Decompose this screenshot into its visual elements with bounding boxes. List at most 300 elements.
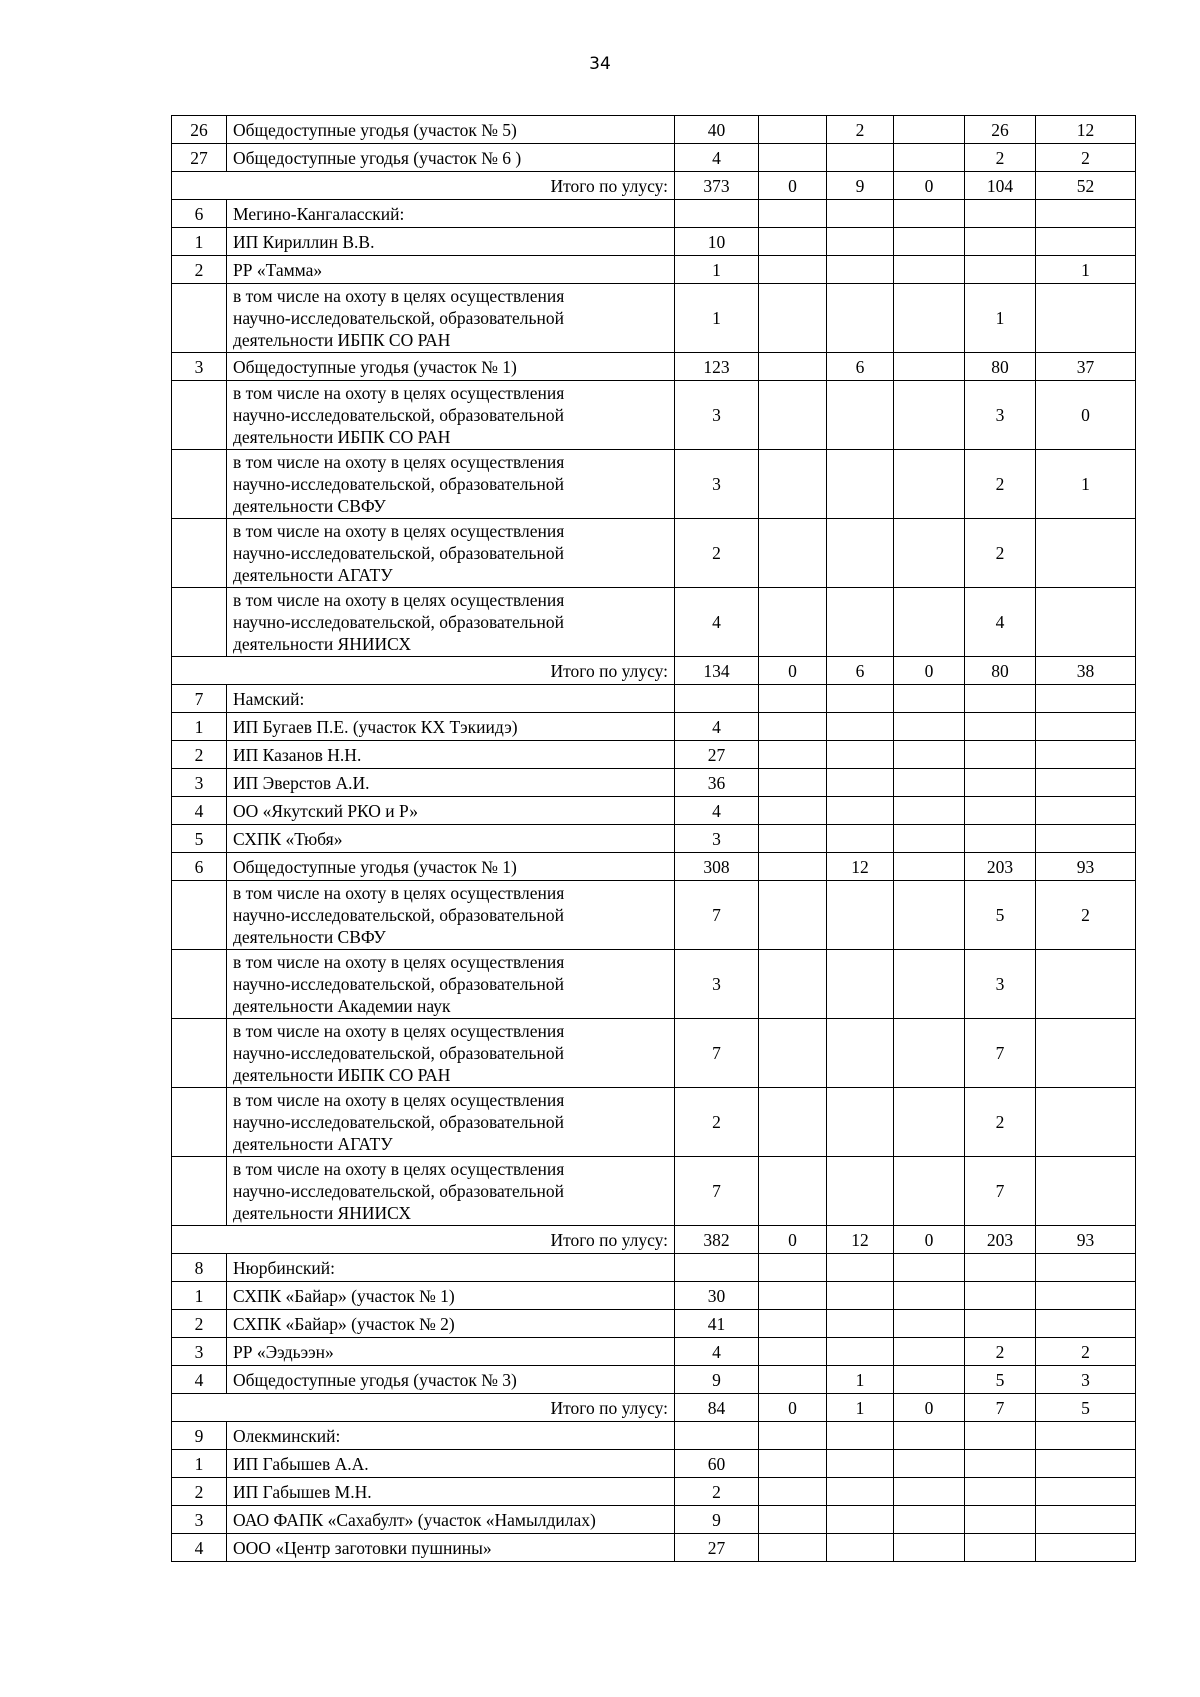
table-row	[172, 1254, 1136, 1282]
value-cell: 3	[965, 381, 1036, 450]
row-number: 6	[172, 200, 227, 228]
value-cell	[894, 144, 965, 172]
value-cell	[675, 1254, 759, 1282]
value-cell: 5	[965, 881, 1036, 950]
value-cell: 2	[965, 1088, 1036, 1157]
value-cell	[827, 588, 894, 657]
row-number: 2	[172, 1478, 227, 1506]
row-name: ИП Кириллин В.В.	[227, 228, 675, 256]
value-cell: 52	[1036, 172, 1136, 200]
value-cell	[894, 881, 965, 950]
row-number: 7	[172, 685, 227, 713]
value-cell: 104	[965, 172, 1036, 200]
value-cell	[894, 1478, 965, 1506]
value-cell	[827, 685, 894, 713]
row-name: Общедоступные угодья (участок № 1)	[227, 853, 675, 881]
row-number: 1	[172, 713, 227, 741]
value-cell	[827, 1282, 894, 1310]
value-cell	[894, 200, 965, 228]
value-cell	[759, 519, 827, 588]
row-name: СХПК «Байар» (участок № 1)	[227, 1282, 675, 1310]
value-cell	[759, 713, 827, 741]
table-row	[172, 353, 1136, 381]
row-name	[227, 450, 675, 519]
row-name: ИП Габышев А.А.	[227, 1450, 675, 1478]
value-cell	[827, 1506, 894, 1534]
value-cell: 123	[675, 353, 759, 381]
row-name: ОАО ФАПК «Сахабулт» (участок «Намылдилах)	[227, 1506, 675, 1534]
row-name: ОО «Якутский РКО и Р»	[227, 797, 675, 825]
value-cell	[894, 228, 965, 256]
value-cell	[759, 1310, 827, 1338]
value-cell	[827, 1534, 894, 1562]
sub-line: деятельности Академии наук	[233, 996, 451, 1016]
value-cell	[759, 588, 827, 657]
value-cell	[1036, 1019, 1136, 1088]
value-cell: 3	[675, 381, 759, 450]
value-cell	[894, 116, 965, 144]
value-cell	[1036, 769, 1136, 797]
value-cell: 0	[759, 657, 827, 685]
value-cell	[675, 685, 759, 713]
value-cell	[759, 381, 827, 450]
value-cell: 27	[675, 1534, 759, 1562]
value-cell: 80	[965, 353, 1036, 381]
value-cell: 12	[1036, 116, 1136, 144]
value-cell: 2	[675, 1088, 759, 1157]
value-cell: 2	[965, 450, 1036, 519]
sub-line: в том числе на охоту в целях осуществления	[233, 452, 565, 472]
total-label: Итого по улусу:	[172, 657, 675, 685]
value-cell	[827, 1478, 894, 1506]
value-cell	[1036, 1422, 1136, 1450]
row-number: 3	[172, 1506, 227, 1534]
value-cell	[827, 1422, 894, 1450]
row-name: РР «Тамма»	[227, 256, 675, 284]
quota-table	[171, 115, 1136, 1562]
value-cell: 2	[965, 519, 1036, 588]
value-cell	[827, 769, 894, 797]
value-cell	[965, 1506, 1036, 1534]
sub-line: деятельности АГАТУ	[233, 1134, 393, 1154]
value-cell: 203	[965, 1226, 1036, 1254]
row-number: 27	[172, 144, 227, 172]
sub-line: научно-исследовательской, образовательной	[233, 974, 564, 994]
value-cell	[1036, 1534, 1136, 1562]
table-subrow	[172, 1019, 1136, 1088]
table-row	[172, 1422, 1136, 1450]
table-subrow	[172, 881, 1136, 950]
value-cell	[827, 1450, 894, 1478]
value-cell	[1036, 1478, 1136, 1506]
row-name: Общедоступные угодья (участок № 5)	[227, 116, 675, 144]
row-number: 3	[172, 769, 227, 797]
value-cell	[1036, 1254, 1136, 1282]
value-cell: 7	[965, 1157, 1036, 1226]
value-cell	[759, 284, 827, 353]
value-cell: 2	[675, 1478, 759, 1506]
value-cell	[894, 1366, 965, 1394]
row-number	[172, 519, 227, 588]
value-cell	[965, 1478, 1036, 1506]
value-cell	[1036, 228, 1136, 256]
row-number	[172, 1157, 227, 1226]
row-number: 2	[172, 256, 227, 284]
value-cell	[1036, 1310, 1136, 1338]
row-name	[227, 381, 675, 450]
value-cell: 4	[675, 588, 759, 657]
row-number	[172, 881, 227, 950]
table-subrow	[172, 519, 1136, 588]
row-name: ИП Казанов Н.Н.	[227, 741, 675, 769]
value-cell	[759, 1450, 827, 1478]
value-cell	[827, 200, 894, 228]
value-cell	[759, 1019, 827, 1088]
value-cell: 40	[675, 116, 759, 144]
sub-line: деятельности АГАТУ	[233, 565, 393, 585]
value-cell: 6	[827, 657, 894, 685]
value-cell	[965, 1282, 1036, 1310]
value-cell	[894, 1450, 965, 1478]
value-cell	[1036, 200, 1136, 228]
table-row	[172, 1282, 1136, 1310]
value-cell: 3	[1036, 1366, 1136, 1394]
table-row	[172, 741, 1136, 769]
row-number: 4	[172, 1534, 227, 1562]
value-cell: 1	[1036, 450, 1136, 519]
value-cell	[827, 519, 894, 588]
value-cell: 1	[827, 1394, 894, 1422]
sub-line: деятельности ЯНИИСХ	[233, 1203, 411, 1223]
value-cell: 7	[675, 1157, 759, 1226]
value-cell	[965, 769, 1036, 797]
table-row	[172, 1366, 1136, 1394]
value-cell	[1036, 1506, 1136, 1534]
sub-line: научно-исследовательской, образовательной	[233, 905, 564, 925]
value-cell	[894, 1422, 965, 1450]
value-cell	[827, 881, 894, 950]
value-cell	[894, 741, 965, 769]
row-number: 4	[172, 1366, 227, 1394]
value-cell	[827, 381, 894, 450]
value-cell	[759, 1534, 827, 1562]
value-cell	[759, 741, 827, 769]
row-number: 2	[172, 1310, 227, 1338]
table-row	[172, 116, 1136, 144]
value-cell	[965, 228, 1036, 256]
value-cell	[759, 769, 827, 797]
value-cell: 2	[675, 519, 759, 588]
value-cell	[894, 1157, 965, 1226]
value-cell	[759, 881, 827, 950]
value-cell: 0	[894, 1226, 965, 1254]
value-cell	[894, 256, 965, 284]
row-number: 26	[172, 116, 227, 144]
sub-line: научно-исследовательской, образовательной	[233, 612, 564, 632]
value-cell	[965, 825, 1036, 853]
value-cell	[759, 950, 827, 1019]
table-row	[172, 228, 1136, 256]
value-cell	[965, 1450, 1036, 1478]
value-cell: 36	[675, 769, 759, 797]
table-row	[172, 1506, 1136, 1534]
value-cell: 2	[965, 144, 1036, 172]
value-cell: 3	[675, 825, 759, 853]
value-cell	[675, 200, 759, 228]
value-cell	[675, 1422, 759, 1450]
value-cell	[827, 1338, 894, 1366]
value-cell	[759, 1338, 827, 1366]
row-name: СХПК «Тюбя»	[227, 825, 675, 853]
row-number: 1	[172, 228, 227, 256]
value-cell: 0	[759, 1226, 827, 1254]
table-subrow	[172, 588, 1136, 657]
value-cell	[965, 200, 1036, 228]
table-row	[172, 1534, 1136, 1562]
value-cell	[894, 1310, 965, 1338]
sub-line: деятельности ИБПК СО РАН	[233, 427, 451, 447]
value-cell: 7	[675, 1019, 759, 1088]
value-cell	[965, 256, 1036, 284]
value-cell	[965, 1310, 1036, 1338]
sub-line: научно-исследовательской, образовательной	[233, 405, 564, 425]
row-name: Общедоступные угодья (участок № 3)	[227, 1366, 675, 1394]
value-cell	[894, 353, 965, 381]
value-cell: 373	[675, 172, 759, 200]
table-subrow	[172, 950, 1136, 1019]
value-cell: 4	[965, 588, 1036, 657]
value-cell	[1036, 1450, 1136, 1478]
sub-line: в том числе на охоту в целях осуществления	[233, 286, 565, 306]
row-name: ООО «Центр заготовки пушнины»	[227, 1534, 675, 1562]
value-cell	[894, 381, 965, 450]
value-cell: 37	[1036, 353, 1136, 381]
value-cell	[827, 741, 894, 769]
value-cell: 6	[827, 353, 894, 381]
value-cell: 4	[675, 144, 759, 172]
row-number: 8	[172, 1254, 227, 1282]
sub-line: научно-исследовательской, образовательной	[233, 1112, 564, 1132]
value-cell	[894, 797, 965, 825]
value-cell: 0	[894, 657, 965, 685]
value-cell: 7	[965, 1394, 1036, 1422]
row-number: 1	[172, 1282, 227, 1310]
value-cell: 41	[675, 1310, 759, 1338]
value-cell	[894, 713, 965, 741]
value-cell	[1036, 713, 1136, 741]
table-subrow	[172, 1157, 1136, 1226]
value-cell	[1036, 950, 1136, 1019]
value-cell: 4	[675, 713, 759, 741]
value-cell	[894, 950, 965, 1019]
value-cell: 60	[675, 1450, 759, 1478]
value-cell: 3	[675, 950, 759, 1019]
page-number: 34	[589, 54, 611, 74]
row-number	[172, 1019, 227, 1088]
value-cell: 4	[675, 1338, 759, 1366]
value-cell	[1036, 797, 1136, 825]
total-label: Итого по улусу:	[172, 172, 675, 200]
table-subrow	[172, 284, 1136, 353]
value-cell: 4	[675, 797, 759, 825]
value-cell: 308	[675, 853, 759, 881]
value-cell: 3	[675, 450, 759, 519]
row-number	[172, 284, 227, 353]
row-number: 4	[172, 797, 227, 825]
value-cell: 26	[965, 116, 1036, 144]
table-row	[172, 797, 1136, 825]
sub-line: научно-исследовательской, образовательной	[233, 543, 564, 563]
table-row	[172, 200, 1136, 228]
value-cell	[827, 797, 894, 825]
row-name: Олекминский:	[227, 1422, 675, 1450]
value-cell: 30	[675, 1282, 759, 1310]
table-row	[172, 1450, 1136, 1478]
sub-line: в том числе на охоту в целях осуществления	[233, 521, 565, 541]
table-row	[172, 1478, 1136, 1506]
value-cell	[965, 741, 1036, 769]
table-total-row	[172, 1394, 1136, 1422]
table-row	[172, 769, 1136, 797]
row-name	[227, 1088, 675, 1157]
value-cell	[827, 713, 894, 741]
value-cell	[965, 797, 1036, 825]
value-cell	[827, 450, 894, 519]
row-name: ИП Габышев М.Н.	[227, 1478, 675, 1506]
sub-line: в том числе на охоту в целях осуществления	[233, 1159, 565, 1179]
value-cell: 0	[1036, 381, 1136, 450]
value-cell	[827, 950, 894, 1019]
value-cell	[759, 825, 827, 853]
sub-line: научно-исследовательской, образовательной	[233, 474, 564, 494]
value-cell	[827, 1254, 894, 1282]
row-name: Общедоступные угодья (участок № 1)	[227, 353, 675, 381]
value-cell	[759, 1422, 827, 1450]
value-cell: 3	[965, 950, 1036, 1019]
value-cell	[894, 685, 965, 713]
value-cell	[759, 797, 827, 825]
value-cell: 0	[894, 172, 965, 200]
value-cell	[759, 1366, 827, 1394]
value-cell	[894, 1506, 965, 1534]
row-name	[227, 1157, 675, 1226]
value-cell	[894, 284, 965, 353]
value-cell	[894, 1282, 965, 1310]
value-cell	[894, 450, 965, 519]
value-cell: 93	[1036, 1226, 1136, 1254]
sub-line: в том числе на охоту в целях осуществления	[233, 590, 565, 610]
sub-line: деятельности СВФУ	[233, 496, 386, 516]
value-cell: 12	[827, 853, 894, 881]
value-cell	[759, 228, 827, 256]
table-total-row	[172, 1226, 1136, 1254]
table-row	[172, 144, 1136, 172]
value-cell	[1036, 1157, 1136, 1226]
value-cell	[1036, 284, 1136, 353]
row-name	[227, 588, 675, 657]
row-number: 1	[172, 1450, 227, 1478]
row-name: Общедоступные угодья (участок № 6 )	[227, 144, 675, 172]
value-cell	[827, 1019, 894, 1088]
value-cell: 2	[1036, 1338, 1136, 1366]
table-total-row	[172, 657, 1136, 685]
value-cell	[759, 1282, 827, 1310]
value-cell	[759, 144, 827, 172]
value-cell	[965, 713, 1036, 741]
value-cell: 134	[675, 657, 759, 685]
table-row	[172, 1310, 1136, 1338]
table-subrow	[172, 381, 1136, 450]
value-cell	[965, 1422, 1036, 1450]
value-cell	[894, 1338, 965, 1366]
value-cell	[827, 825, 894, 853]
value-cell	[1036, 685, 1136, 713]
value-cell: 382	[675, 1226, 759, 1254]
total-label: Итого по улусу:	[172, 1226, 675, 1254]
table-row	[172, 713, 1136, 741]
value-cell: 1	[675, 256, 759, 284]
value-cell: 38	[1036, 657, 1136, 685]
value-cell: 7	[965, 1019, 1036, 1088]
sub-line: научно-исследовательской, образовательной	[233, 1043, 564, 1063]
table-subrow	[172, 1088, 1136, 1157]
row-name	[227, 1019, 675, 1088]
sub-line: в том числе на охоту в целях осуществления	[233, 883, 565, 903]
sub-line: в том числе на охоту в целях осуществления	[233, 1021, 565, 1041]
value-cell	[1036, 588, 1136, 657]
value-cell: 12	[827, 1226, 894, 1254]
value-cell: 1	[1036, 256, 1136, 284]
table-total-row	[172, 172, 1136, 200]
value-cell	[759, 200, 827, 228]
value-cell	[827, 1157, 894, 1226]
row-number	[172, 1088, 227, 1157]
value-cell	[759, 685, 827, 713]
value-cell: 7	[675, 881, 759, 950]
table-row	[172, 1338, 1136, 1366]
value-cell	[894, 769, 965, 797]
value-cell	[759, 116, 827, 144]
value-cell	[759, 353, 827, 381]
value-cell: 84	[675, 1394, 759, 1422]
value-cell	[1036, 519, 1136, 588]
value-cell	[894, 588, 965, 657]
row-name	[227, 284, 675, 353]
value-cell	[894, 1019, 965, 1088]
value-cell: 0	[759, 172, 827, 200]
row-number: 2	[172, 741, 227, 769]
value-cell	[1036, 1282, 1136, 1310]
value-cell: 5	[965, 1366, 1036, 1394]
value-cell: 0	[894, 1394, 965, 1422]
sub-line: в том числе на охоту в целях осуществления	[233, 952, 565, 972]
sub-line: в том числе на охоту в целях осуществления	[233, 1090, 565, 1110]
sub-line: научно-исследовательской, образовательной	[233, 1181, 564, 1201]
row-name: ИП Эверстов А.И.	[227, 769, 675, 797]
value-cell: 2	[1036, 881, 1136, 950]
sub-line: деятельности ИБПК СО РАН	[233, 1065, 451, 1085]
value-cell: 1	[965, 284, 1036, 353]
row-number	[172, 950, 227, 1019]
value-cell: 80	[965, 657, 1036, 685]
row-name: Нюрбинский:	[227, 1254, 675, 1282]
value-cell	[759, 1506, 827, 1534]
value-cell	[759, 450, 827, 519]
total-label: Итого по улусу:	[172, 1394, 675, 1422]
table-row	[172, 825, 1136, 853]
value-cell: 203	[965, 853, 1036, 881]
row-name	[227, 881, 675, 950]
